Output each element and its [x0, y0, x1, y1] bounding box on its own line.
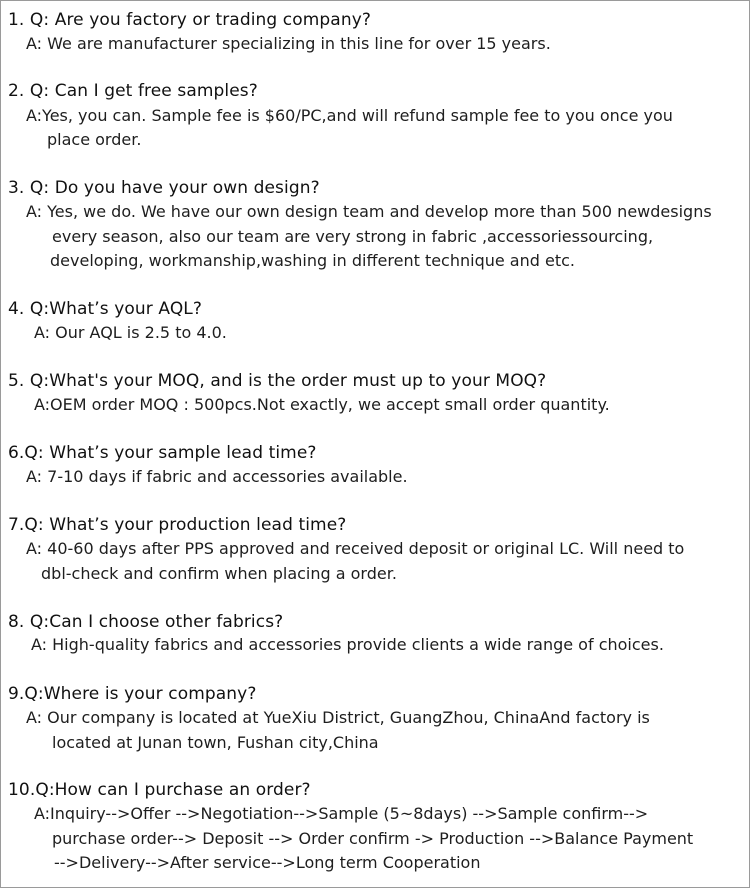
faq-answer-7-line-2: dbl-check and confirm when placing a order. [41, 564, 397, 583]
faq-answer-3-line-1: A: Yes, we do. We have our own design team and develop more than 500 newdesigns [26, 202, 712, 221]
faq-answer-1-line-1: A: We are manufacturer specializing in this line for over 15 years. [26, 34, 551, 53]
faq-answer-3-line-2: every season, also our team are very strong in fabric ,accessoriessourcing, [52, 227, 654, 246]
faq-question-8: 8. Q:Can I choose other fabrics? [8, 612, 284, 632]
faq-question-1: 1. Q: Are you factory or trading company? [8, 10, 371, 30]
faq-question-9: 9.Q:Where is your company? [8, 684, 257, 704]
faq-answer-7-line-1: A: 40-60 days after PPS approved and received deposit or original LC. Will need to [26, 539, 685, 558]
faq-answer-5-line-1: A:OEM order MOQ : 500pcs.Not exactly, we accept small order quantity. [34, 395, 610, 414]
faq-question-3: 3. Q: Do you have your own design? [8, 178, 320, 198]
faq-answer-10-line-2: purchase order--> Deposit --> Order confirm -> Production -->Balance Payment [52, 829, 694, 848]
faq-answer-9-line-2: located at Junan town, Fushan city,China [52, 733, 379, 752]
faq-answer-9-line-1: A: Our company is located at YueXiu District, GuangZhou, ChinaAnd factory is [26, 708, 650, 727]
faq-answer-10-line-1: A:Inquiry-->Offer -->Negotiation-->Sample (5~8days) -->Sample confirm--> [34, 804, 649, 823]
faq-answer-4-line-1: A: Our AQL is 2.5 to 4.0. [34, 323, 227, 342]
faq-answer-10-line-3: -->Delivery-->After service-->Long term Cooperation [54, 853, 481, 872]
faq-question-4: 4. Q:What’s your AQL? [8, 299, 202, 319]
faq-question-5: 5. Q:What's your MOQ, and is the order must up to your MOQ? [8, 371, 547, 391]
faq-answer-2-line-1: A:Yes, you can. Sample fee is $60/PC,and will refund sample fee to you once you [26, 106, 673, 125]
faq-question-7: 7.Q: What’s your production lead time? [8, 515, 347, 535]
faq-answer-3-line-3: developing, workmanship,washing in different technique and etc. [50, 251, 575, 270]
faq-answer-8-line-1: A: High-quality fabrics and accessories provide clients a wide range of choices. [31, 635, 664, 654]
faq-answer-2-line-2: place order. [47, 130, 142, 149]
faq-question-10: 10.Q:How can I purchase an order? [8, 780, 311, 800]
faq-question-2: 2. Q: Can I get free samples? [8, 81, 258, 101]
faq-answer-6-line-1: A: 7-10 days if fabric and accessories available. [26, 467, 408, 486]
faq-question-6: 6.Q: What’s your sample lead time? [8, 443, 317, 463]
